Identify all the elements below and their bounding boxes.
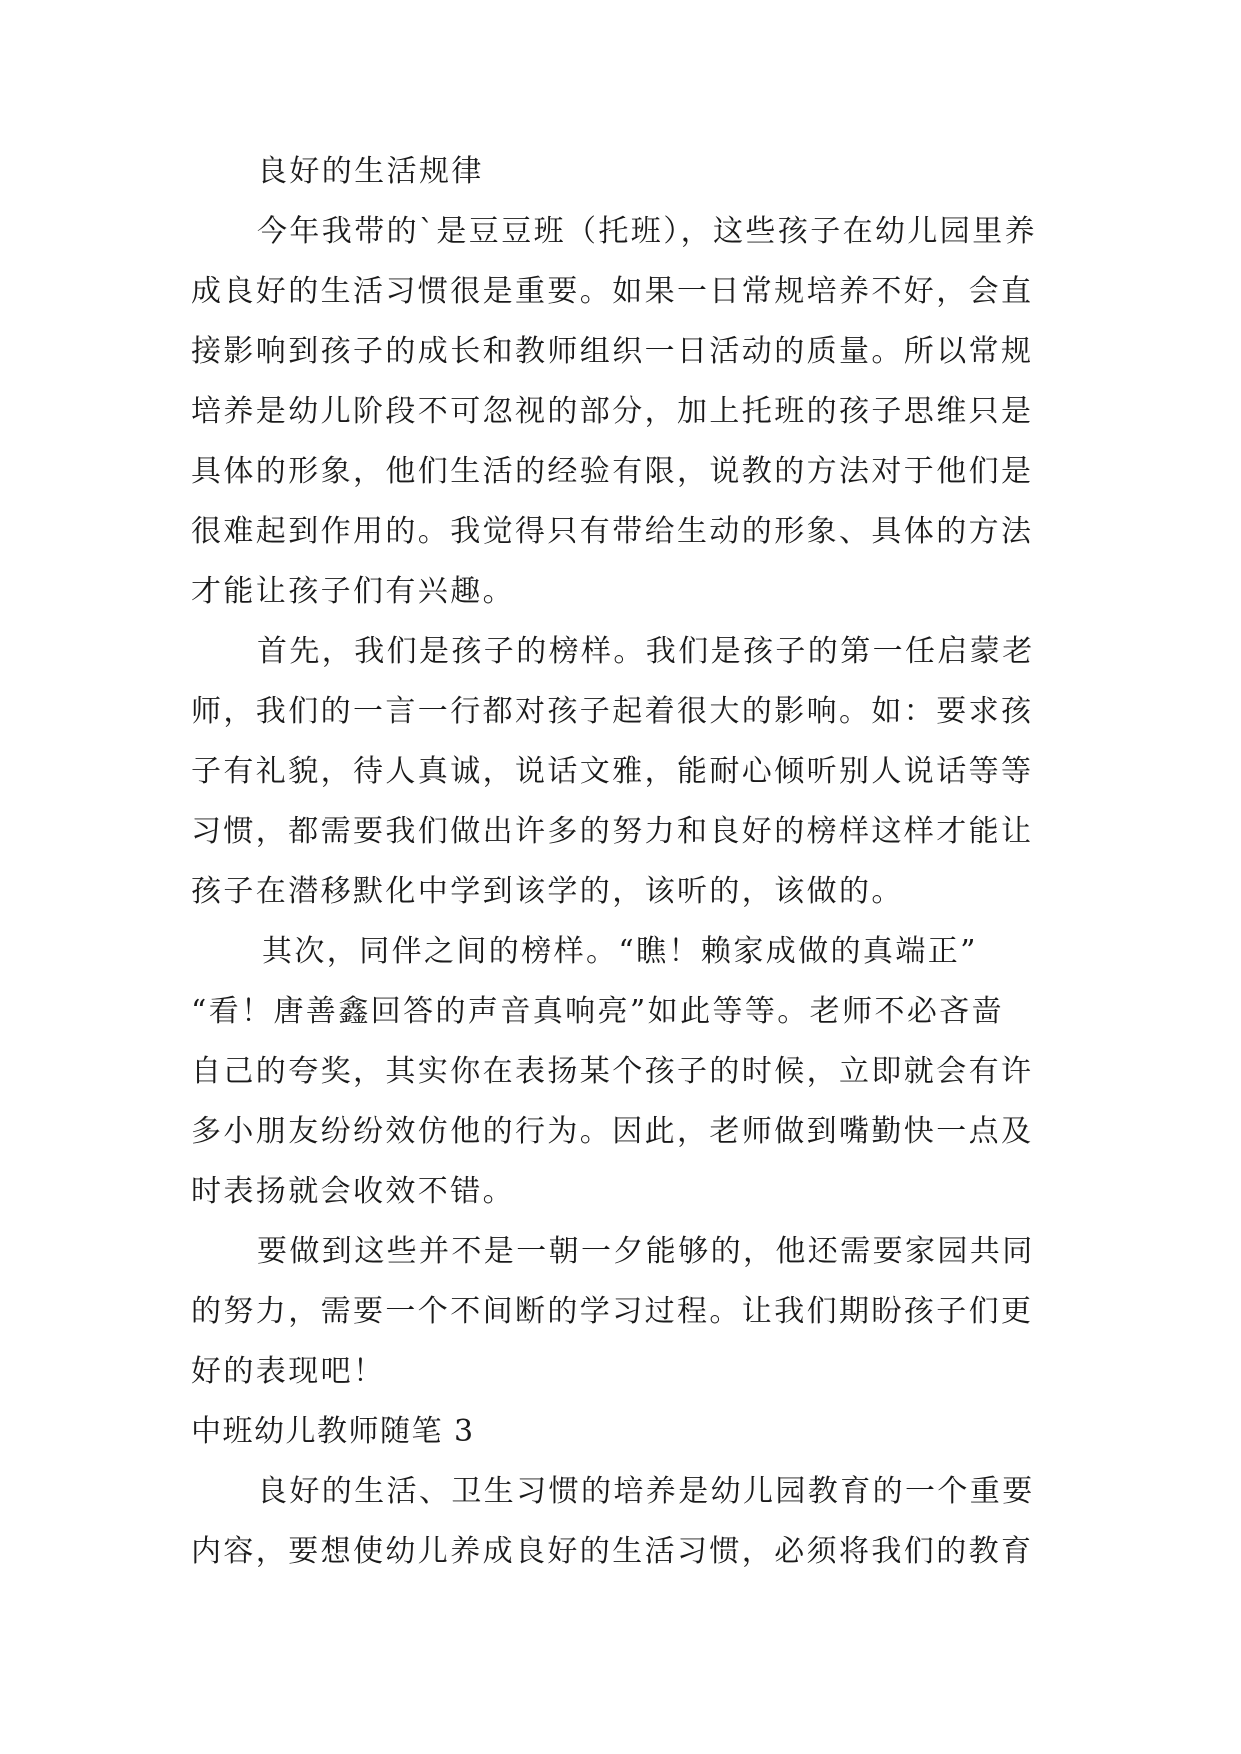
text-line: 良好的生活、卫生习惯的培养是幼儿园教育的一个重要	[257, 1474, 1035, 1509]
text-line: 今年我带的`是豆豆班（托班），这些孩子在幼儿园里养	[257, 214, 1037, 249]
text-line: 师，我们的一言一行都对孩子起着很大的影响。如：要求孩	[191, 694, 1034, 729]
text-line: 多小朋友纷纷效仿他的行为。因此，老师做到嘴勤快一点及	[191, 1114, 1034, 1149]
text-line: 习惯，都需要我们做出许多的努力和良好的榜样这样才能让	[191, 814, 1034, 849]
text-line: 要做到这些并不是一朝一夕能够的，他还需要家园共同	[257, 1234, 1035, 1269]
text-line: 培养是幼儿阶段不可忽视的部分，加上托班的孩子思维只是	[191, 394, 1034, 429]
text-line: 自己的夸奖，其实你在表扬某个孩子的时候，立即就会有许	[191, 1054, 1034, 1089]
text-line: 其次，同伴之间的榜样。“瞧！赖家成做的真端正”	[262, 934, 978, 969]
text-line: 接影响到孩子的成长和教师组织一日活动的质量。所以常规	[191, 334, 1034, 369]
paragraph-heading: 良好的生活规律	[257, 154, 484, 189]
text-line: 时表扬就会收效不错。	[191, 1174, 515, 1209]
text-line: 子有礼貌，待人真诚，说话文雅，能耐心倾听别人说话等等	[191, 754, 1034, 789]
text-line: 孩子在潜移默化中学到该学的，该听的，该做的。	[191, 874, 904, 909]
text-line: “看！唐善鑫回答的声音真响亮”如此等等。老师不必吝啬	[191, 994, 1005, 1029]
text-line: 好的表现吧！	[191, 1354, 386, 1389]
text-line: 很难起到作用的。我觉得只有带给生动的形象、具体的方法	[191, 514, 1034, 549]
text-line: 才能让孩子们有兴趣。	[191, 574, 515, 609]
text-line: 的努力，需要一个不间断的学习过程。让我们期盼孩子们更	[191, 1294, 1034, 1329]
text-line: 首先，我们是孩子的榜样。我们是孩子的第一任启蒙老	[257, 634, 1035, 669]
text-line: 成良好的生活习惯很是重要。如果一日常规培养不好，会直	[191, 274, 1034, 309]
text-line: 具体的形象，他们生活的经验有限，说教的方法对于他们是	[191, 454, 1034, 489]
text-line: 内容，要想使幼儿养成良好的生活习惯，必须将我们的教育	[191, 1534, 1034, 1569]
section-heading: 中班幼儿教师随笔 3	[191, 1414, 475, 1449]
